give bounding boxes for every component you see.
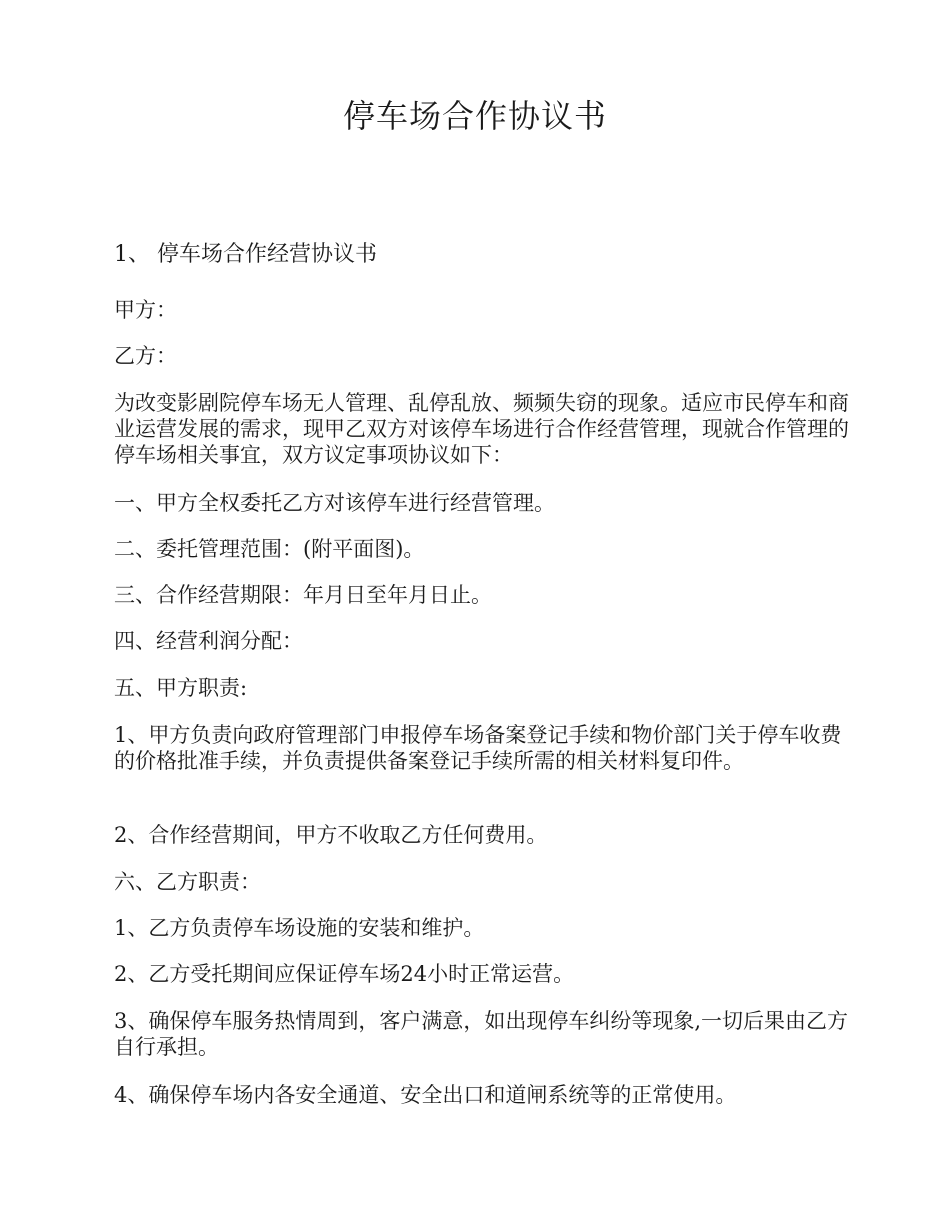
party-b-duty-4: 4、确保停车场内各安全通道、安全出口和道闸系统等的正常使用。 bbox=[114, 1083, 737, 1107]
clause-3: 三、合作经营期限：年月日至年月日止。 bbox=[114, 583, 492, 607]
clause-6-heading: 六、乙方职责： bbox=[114, 870, 261, 894]
clause-1: 一、甲方全权委托乙方对该停车进行经营管理。 bbox=[114, 491, 555, 515]
party-b-line: 乙方： bbox=[114, 344, 177, 368]
party-a-line: 甲方： bbox=[114, 298, 177, 322]
party-a-duty-2: 2、合作经营期间，甲方不收取乙方任何费用。 bbox=[114, 823, 548, 847]
clause-4: 四、经营利润分配： bbox=[114, 629, 303, 653]
clause-2: 二、委托管理范围：(附平面图)。 bbox=[114, 537, 425, 561]
section-heading: 1、 停车场合作经营协议书 bbox=[114, 242, 377, 267]
clause-5-heading: 五、甲方职责: bbox=[114, 676, 248, 700]
document-title: 停车场合作协议书 bbox=[342, 97, 607, 135]
preamble-paragraph: 为改变影剧院停车场无人管理、乱停乱放、频频失窃的现象。适应市民停车和商业运营发展的需求，现甲乙双方对该停车场进行合作经营管理，现就合作管理的停车场相关事宜，双方议定事项协议如下： bbox=[114, 391, 849, 467]
party-b-duty-3: 3、确保停车服务热情周到，客户满意，如出现停车纠纷等现象,一切后果由乙方自行承担。 bbox=[114, 1009, 849, 1059]
party-a-duty-1: 1、甲方负责向政府管理部门申报停车场备案登记手续和物价部门关于停车收费的价格批准手续，并负责提供备案登记手续所需的相关材料复印件。 bbox=[114, 723, 842, 773]
party-b-duty-1: 1、乙方负责停车场设施的安装和维护。 bbox=[114, 916, 485, 940]
party-b-duty-2: 2、乙方受托期间应保证停车场24小时正常运营。 bbox=[114, 962, 575, 986]
